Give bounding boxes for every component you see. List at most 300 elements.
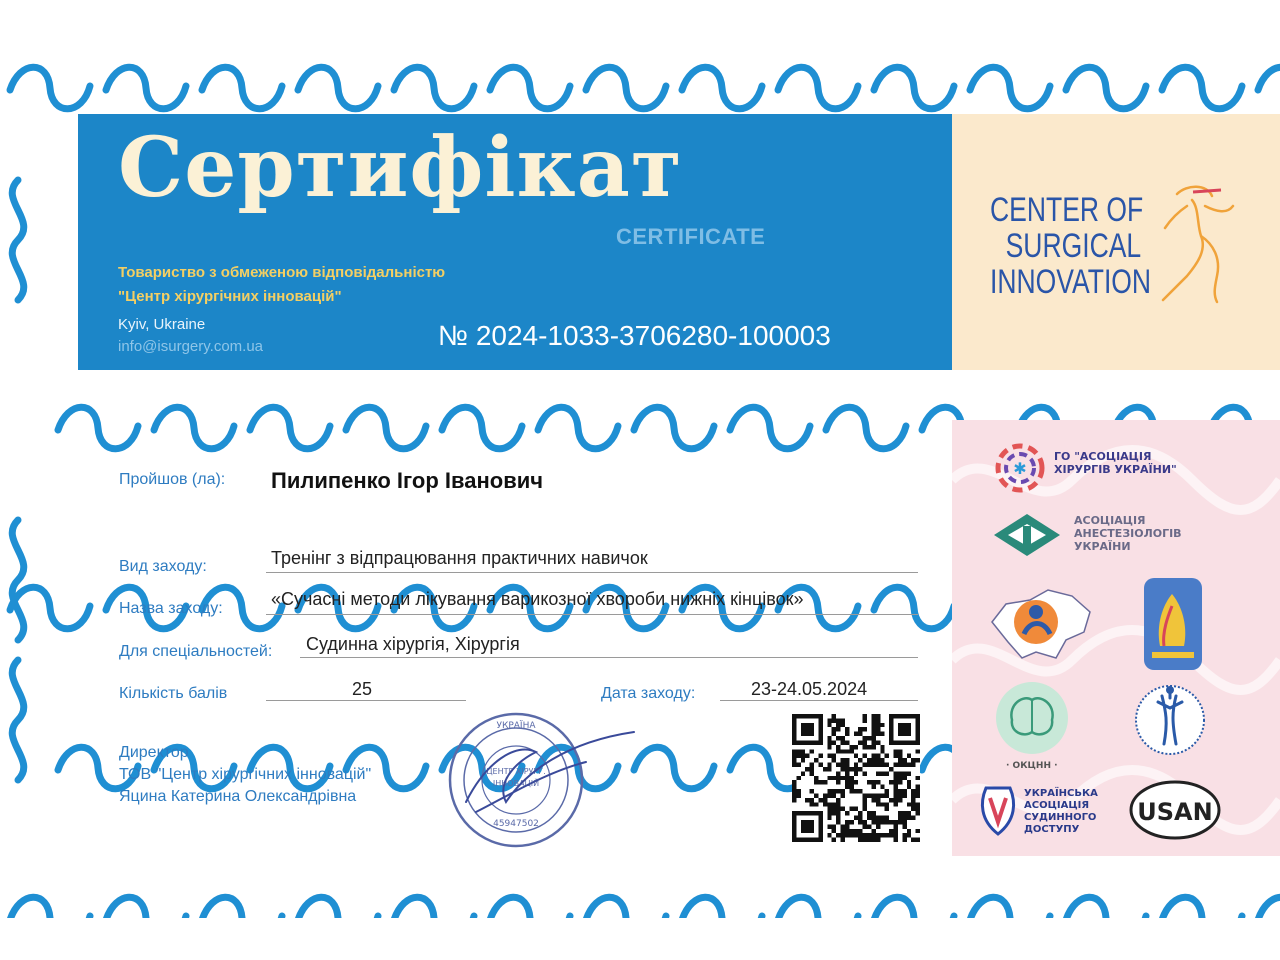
qr-module bbox=[823, 802, 827, 806]
specialties-underline bbox=[300, 657, 918, 658]
qr-module bbox=[907, 829, 911, 833]
qr-module bbox=[823, 767, 827, 771]
qr-module bbox=[863, 802, 867, 806]
qr-module bbox=[885, 807, 889, 811]
qr-module bbox=[854, 754, 858, 758]
qr-module bbox=[810, 767, 814, 771]
wave-stroke bbox=[586, 897, 666, 918]
qr-module bbox=[854, 763, 858, 767]
qr-module bbox=[845, 820, 849, 824]
qr-module bbox=[849, 780, 853, 784]
qr-module bbox=[916, 758, 920, 762]
title-banner bbox=[78, 114, 952, 370]
wave-stroke bbox=[202, 67, 282, 109]
qr-module bbox=[907, 833, 911, 837]
wave-stroke bbox=[490, 67, 570, 109]
qr-module bbox=[849, 767, 853, 771]
ockhn-label: · ОКЦНН · bbox=[1006, 761, 1058, 771]
qr-module bbox=[827, 776, 831, 780]
qr-module bbox=[885, 789, 889, 793]
qr-module bbox=[814, 802, 818, 806]
qr-module bbox=[916, 776, 920, 780]
wave-stroke bbox=[12, 520, 24, 640]
qr-module bbox=[841, 838, 845, 842]
qr-module bbox=[858, 789, 862, 793]
qr-module bbox=[916, 793, 920, 797]
qr-module bbox=[854, 807, 858, 811]
qr-module bbox=[880, 745, 884, 749]
vascular-access-line1: УКРАЇНСЬКА bbox=[1024, 788, 1098, 799]
qr-module bbox=[845, 824, 849, 828]
qr-module bbox=[832, 807, 836, 811]
qr-module bbox=[836, 745, 840, 749]
qr-module bbox=[832, 776, 836, 780]
wave-stroke bbox=[970, 67, 1050, 109]
ukraine-map-logo bbox=[986, 582, 1096, 668]
surgeons-association-line1: ГО "АСОЦІАЦІЯ bbox=[1054, 450, 1152, 463]
qr-module bbox=[863, 838, 867, 842]
qr-module bbox=[889, 829, 893, 833]
qr-module bbox=[871, 758, 875, 762]
wave-stroke bbox=[874, 587, 954, 629]
qr-module bbox=[880, 816, 884, 820]
qr-module bbox=[849, 776, 853, 780]
qr-module bbox=[836, 780, 840, 784]
qr-module bbox=[889, 767, 893, 771]
svg-text:ЦЕНТР ХІРУРГ.: ЦЕНТР ХІРУРГ. bbox=[486, 767, 546, 776]
qr-module bbox=[876, 802, 880, 806]
qr-module bbox=[818, 763, 822, 767]
wave-stroke bbox=[634, 747, 714, 789]
qr-module bbox=[871, 785, 875, 789]
qr-finder bbox=[801, 820, 814, 833]
participant-label: Пройшов (ла): bbox=[119, 471, 226, 488]
qr-module bbox=[916, 807, 920, 811]
csi-logo-line3: INNOVATION bbox=[990, 263, 1152, 301]
date-value: 23-24.05.2024 bbox=[751, 679, 868, 699]
qr-module bbox=[871, 798, 875, 802]
vascular-access-line4: ДОСТУПУ bbox=[1024, 824, 1080, 835]
qr-module bbox=[810, 802, 814, 806]
qr-module bbox=[841, 718, 845, 722]
qr-module bbox=[814, 793, 818, 797]
qr-module bbox=[863, 714, 867, 718]
qr-module bbox=[880, 732, 884, 736]
qr-module bbox=[810, 749, 814, 753]
wave-stroke bbox=[154, 407, 234, 449]
qr-module bbox=[907, 802, 911, 806]
qr-module bbox=[823, 780, 827, 784]
qr-module bbox=[863, 833, 867, 837]
qr-module bbox=[805, 798, 809, 802]
qr-module bbox=[858, 829, 862, 833]
qr-module bbox=[827, 723, 831, 727]
qr-module bbox=[867, 824, 871, 828]
qr-module bbox=[849, 829, 853, 833]
qr-module bbox=[796, 789, 800, 793]
qr-module bbox=[792, 793, 796, 797]
qr-module bbox=[880, 793, 884, 797]
qr-module bbox=[889, 780, 893, 784]
vascular-access-logo bbox=[978, 782, 1018, 838]
associations-panel bbox=[952, 420, 1280, 856]
qr-module bbox=[898, 758, 902, 762]
qr-module bbox=[854, 829, 858, 833]
qr-module bbox=[827, 802, 831, 806]
qr-module bbox=[885, 763, 889, 767]
qr-module bbox=[801, 758, 805, 762]
csi-logo-line1: CENTER OF bbox=[990, 191, 1144, 229]
qr-module bbox=[894, 838, 898, 842]
qr-module bbox=[894, 771, 898, 775]
qr-module bbox=[841, 776, 845, 780]
qr-module bbox=[880, 758, 884, 762]
qr-module bbox=[880, 820, 884, 824]
qr-module bbox=[792, 789, 796, 793]
qr-module bbox=[849, 749, 853, 753]
qr-module bbox=[902, 838, 906, 842]
qr-module bbox=[841, 829, 845, 833]
qr-module bbox=[871, 838, 875, 842]
qr-module bbox=[863, 820, 867, 824]
qr-module bbox=[863, 763, 867, 767]
qr-module bbox=[889, 798, 893, 802]
org-city: Kyiv, Ukraine bbox=[118, 316, 206, 333]
qr-module bbox=[902, 771, 906, 775]
csi-logo-line2: SURGICAL bbox=[1005, 227, 1142, 265]
qr-module bbox=[832, 789, 836, 793]
wave-stroke bbox=[970, 897, 1050, 918]
qr-module bbox=[841, 736, 845, 740]
wave-stroke bbox=[874, 897, 954, 918]
wave-stroke bbox=[12, 660, 24, 780]
qr-module bbox=[858, 838, 862, 842]
qr-module bbox=[810, 798, 814, 802]
qr-module bbox=[907, 785, 911, 789]
qr-module bbox=[885, 771, 889, 775]
qr-module bbox=[871, 714, 875, 718]
qr-module bbox=[867, 758, 871, 762]
qr-module bbox=[871, 763, 875, 767]
qr-module bbox=[894, 820, 898, 824]
qr-module bbox=[902, 763, 906, 767]
qr-module bbox=[845, 767, 849, 771]
qr-module bbox=[871, 833, 875, 837]
qr-module bbox=[810, 771, 814, 775]
director-name: Яцина Катерина Олександрівна bbox=[119, 788, 357, 805]
qr-module bbox=[863, 736, 867, 740]
anesthesiologists-logo bbox=[992, 512, 1062, 558]
qr-module bbox=[907, 754, 911, 758]
qr-module bbox=[867, 838, 871, 842]
wave-stroke bbox=[1066, 67, 1146, 109]
qr-module bbox=[871, 811, 875, 815]
wave-stroke bbox=[1258, 67, 1280, 109]
qr-module bbox=[876, 763, 880, 767]
qr-module bbox=[871, 727, 875, 731]
qr-module bbox=[898, 749, 902, 753]
qr-module bbox=[867, 763, 871, 767]
wave-stroke bbox=[730, 407, 810, 449]
qr-module bbox=[871, 745, 875, 749]
qr-module bbox=[836, 727, 840, 731]
qr-module bbox=[854, 767, 858, 771]
qr-module bbox=[836, 718, 840, 722]
qr-module bbox=[871, 829, 875, 833]
event-type-label: Вид заходу: bbox=[119, 558, 207, 575]
qr-module bbox=[836, 776, 840, 780]
qr-module bbox=[827, 763, 831, 767]
qr-module bbox=[902, 789, 906, 793]
qr-module bbox=[863, 807, 867, 811]
qr-module bbox=[832, 758, 836, 762]
qr-module bbox=[876, 723, 880, 727]
qr-module bbox=[871, 780, 875, 784]
wave-stroke bbox=[394, 67, 474, 109]
qr-module bbox=[871, 816, 875, 820]
svg-text:УКРАЇНА: УКРАЇНА bbox=[496, 721, 536, 731]
vascular-access-line3: СУДИННОГО bbox=[1024, 812, 1097, 823]
qr-module bbox=[876, 780, 880, 784]
qr-module bbox=[849, 833, 853, 837]
wave-stroke bbox=[10, 897, 90, 918]
qr-module bbox=[876, 798, 880, 802]
qr-module bbox=[792, 754, 796, 758]
event-type-value: Тренінг з відпрацювання практичних навичок bbox=[271, 548, 648, 568]
qr-module bbox=[916, 785, 920, 789]
qr-module bbox=[871, 736, 875, 740]
qr-module bbox=[871, 723, 875, 727]
participant-name: Пилипенко Ігор Іванович bbox=[271, 468, 544, 493]
qr-module bbox=[823, 798, 827, 802]
qr-module bbox=[880, 749, 884, 753]
qr-module bbox=[858, 758, 862, 762]
usan-text: USAN bbox=[1137, 798, 1213, 826]
qr-module bbox=[880, 833, 884, 837]
qr-module bbox=[911, 763, 915, 767]
qr-module bbox=[836, 771, 840, 775]
qr-module bbox=[792, 785, 796, 789]
qr-module bbox=[880, 771, 884, 775]
qr-module bbox=[832, 740, 836, 744]
qr-module bbox=[849, 745, 853, 749]
qr-module bbox=[854, 789, 858, 793]
qr-module bbox=[841, 793, 845, 797]
qr-module bbox=[849, 807, 853, 811]
event-type-underline bbox=[266, 572, 918, 573]
qr-module bbox=[858, 820, 862, 824]
qr-module bbox=[907, 771, 911, 775]
qr-module bbox=[880, 802, 884, 806]
qr-module bbox=[845, 811, 849, 815]
qr-module bbox=[854, 745, 858, 749]
qr-module bbox=[827, 745, 831, 749]
qr-module bbox=[805, 767, 809, 771]
qr-module bbox=[863, 798, 867, 802]
qr-module bbox=[827, 793, 831, 797]
qr-module bbox=[849, 820, 853, 824]
qr-module bbox=[841, 767, 845, 771]
qr-module bbox=[792, 798, 796, 802]
qr-module bbox=[845, 785, 849, 789]
surgeons-association-line2: ХІРУРГІВ УКРАЇНИ" bbox=[1054, 463, 1177, 476]
qr-module bbox=[841, 763, 845, 767]
qr-module bbox=[871, 754, 875, 758]
qr-module bbox=[902, 758, 906, 762]
qr-module bbox=[845, 732, 849, 736]
director-company: ТОВ "Центр хірургічних інновацій" bbox=[119, 766, 372, 783]
qr-module bbox=[889, 820, 893, 824]
qr-module bbox=[907, 811, 911, 815]
qr-module bbox=[880, 763, 884, 767]
wave-stroke bbox=[874, 67, 954, 109]
qr-module bbox=[854, 833, 858, 837]
gymnast-logo bbox=[1132, 682, 1208, 758]
qr-module bbox=[845, 727, 849, 731]
qr-module bbox=[898, 763, 902, 767]
qr-module bbox=[827, 718, 831, 722]
wave-stroke bbox=[1066, 897, 1146, 918]
qr-module bbox=[832, 727, 836, 731]
qr-module bbox=[858, 833, 862, 837]
qr-module bbox=[911, 807, 915, 811]
qr-module bbox=[827, 789, 831, 793]
qr-module bbox=[858, 816, 862, 820]
wave-stroke bbox=[682, 897, 762, 918]
qr-module bbox=[836, 833, 840, 837]
usan-logo bbox=[1128, 778, 1222, 842]
qr-module bbox=[827, 833, 831, 837]
qr-module bbox=[832, 811, 836, 815]
qr-module bbox=[876, 838, 880, 842]
specialties-label: Для спеціальностей: bbox=[119, 643, 273, 660]
qr-module bbox=[916, 811, 920, 815]
qr-module bbox=[863, 771, 867, 775]
qr-module bbox=[898, 771, 902, 775]
qr-module bbox=[876, 824, 880, 828]
qr-module bbox=[876, 754, 880, 758]
points-underline bbox=[266, 700, 466, 701]
qr-module bbox=[796, 749, 800, 753]
qr-module bbox=[845, 771, 849, 775]
qr-module bbox=[876, 833, 880, 837]
qr-module bbox=[796, 793, 800, 797]
qr-module bbox=[871, 740, 875, 744]
wave-stroke bbox=[12, 180, 24, 300]
anesthesiologists-line3: УКРАЇНИ bbox=[1074, 540, 1131, 553]
qr-module bbox=[867, 745, 871, 749]
qr-module bbox=[871, 820, 875, 824]
qr-module bbox=[818, 798, 822, 802]
qr-module bbox=[845, 749, 849, 753]
qr-module bbox=[907, 780, 911, 784]
event-name-underline bbox=[266, 614, 918, 615]
qr-module bbox=[832, 824, 836, 828]
qr-module bbox=[841, 723, 845, 727]
qr-module bbox=[841, 740, 845, 744]
qr-module bbox=[841, 749, 845, 753]
qr-module bbox=[841, 833, 845, 837]
qr-module bbox=[854, 771, 858, 775]
anesthesiologists-name bbox=[1074, 514, 1182, 553]
qr-module bbox=[876, 732, 880, 736]
wave-stroke bbox=[106, 67, 186, 109]
csi-logo-text bbox=[990, 192, 1151, 300]
qr-module bbox=[832, 754, 836, 758]
qr-module bbox=[863, 793, 867, 797]
qr-module bbox=[911, 789, 915, 793]
qr-module bbox=[796, 763, 800, 767]
qr-module bbox=[867, 816, 871, 820]
qr-module bbox=[894, 789, 898, 793]
wave-stroke bbox=[586, 67, 666, 109]
qr-module bbox=[876, 740, 880, 744]
qr-module bbox=[863, 745, 867, 749]
qr-module bbox=[916, 829, 920, 833]
qr-module bbox=[832, 802, 836, 806]
qr-module bbox=[894, 798, 898, 802]
qr-module bbox=[876, 727, 880, 731]
qr-module bbox=[863, 740, 867, 744]
qr-module bbox=[836, 816, 840, 820]
qr-module bbox=[805, 754, 809, 758]
qr-module bbox=[916, 838, 920, 842]
qr-module bbox=[894, 833, 898, 837]
qr-module bbox=[827, 740, 831, 744]
qr-module bbox=[876, 820, 880, 824]
date-label: Дата заходу: bbox=[601, 685, 696, 702]
qr-module bbox=[911, 838, 915, 842]
wave-stroke bbox=[1258, 897, 1280, 918]
points-label: Кількість балів bbox=[119, 685, 228, 702]
svg-text:ІННОВАЦІЙ: ІННОВАЦІЙ bbox=[492, 779, 540, 788]
qr-module bbox=[827, 807, 831, 811]
qr-module bbox=[863, 754, 867, 758]
qr-module bbox=[854, 780, 858, 784]
org-email: info@isurgery.com.ua bbox=[118, 338, 264, 355]
qr-module bbox=[841, 824, 845, 828]
qr-module bbox=[898, 776, 902, 780]
qr-module bbox=[876, 816, 880, 820]
qr-module bbox=[841, 758, 845, 762]
qr-module bbox=[845, 763, 849, 767]
qr-module bbox=[836, 763, 840, 767]
qr-module bbox=[898, 820, 902, 824]
official-stamp bbox=[446, 702, 646, 862]
certificate-subtitle: CERTIFICATE bbox=[616, 224, 766, 249]
qr-finder bbox=[801, 723, 814, 736]
qr-module bbox=[902, 820, 906, 824]
qr-module bbox=[841, 789, 845, 793]
qr-module bbox=[898, 789, 902, 793]
qr-module bbox=[792, 749, 796, 753]
surgeons-association-logo bbox=[990, 442, 1050, 494]
qr-module bbox=[880, 785, 884, 789]
qr-module bbox=[876, 771, 880, 775]
wave-stroke bbox=[538, 407, 618, 449]
qr-module bbox=[863, 824, 867, 828]
points-value: 25 bbox=[352, 679, 373, 699]
qr-module bbox=[876, 793, 880, 797]
wave-stroke bbox=[202, 897, 282, 918]
qr-module bbox=[792, 780, 796, 784]
org-name-line1: Товариство з обмеженою відповідальністю bbox=[118, 264, 446, 281]
qr-module bbox=[827, 736, 831, 740]
qr-finder bbox=[898, 723, 911, 736]
qr-module bbox=[814, 776, 818, 780]
qr-module bbox=[911, 798, 915, 802]
qr-module bbox=[894, 780, 898, 784]
